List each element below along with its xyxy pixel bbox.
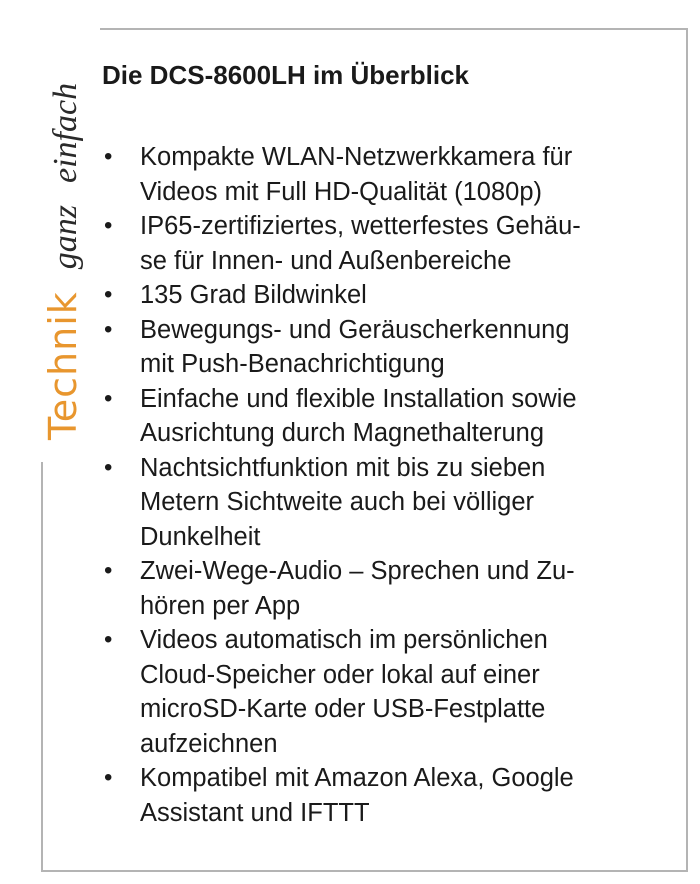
- frame-top-border: [100, 28, 688, 30]
- bullet-icon: •: [104, 315, 113, 343]
- feature-text-line: Einfache und flexible Installation sowie: [140, 384, 577, 413]
- feature-item: [104, 761, 664, 830]
- bullet-icon: •: [104, 384, 113, 412]
- side-label-einfach: einfach: [47, 82, 84, 183]
- feature-text-line: Kompatibel mit Amazon Alexa, Google: [140, 764, 574, 792]
- bullet-icon: •: [104, 626, 113, 653]
- bullet-icon: •: [104, 143, 113, 170]
- feature-text-line: se für Innen- und Außenbereiche: [140, 246, 512, 275]
- feature-text-line: Videos automatisch im persönlichen: [140, 626, 548, 654]
- frame-bottom-border: [41, 870, 688, 872]
- feature-text-line: Nachtsichtfunktion mit bis zu sieben: [140, 453, 546, 482]
- feature-text-line: aufzeichnen: [140, 729, 278, 758]
- feature-item: [104, 313, 664, 382]
- feature-text-line: Videos mit Full HD-Qualität (1080p): [140, 177, 543, 206]
- feature-text-line: Assistant und IFTTT: [140, 798, 370, 827]
- feature-text-line: Ausrichtung durch Magnethalterung: [140, 419, 545, 447]
- feature-text-line: mit Push-Benachrichtigung: [140, 350, 445, 378]
- feature-item: [104, 278, 664, 313]
- box-title: Die DCS-8600LH im Überblick: [102, 60, 470, 90]
- frame-right-border: [686, 28, 688, 872]
- feature-text-line: Zwei-Wege-Audio – Sprechen und Zu-: [140, 557, 575, 585]
- feature-list: [104, 140, 664, 830]
- feature-text-line: Dunkelheit: [140, 522, 261, 551]
- bullet-icon: •: [104, 212, 113, 239]
- bullet-icon: •: [104, 453, 113, 481]
- feature-text-line: Cloud-Speicher oder lokal auf einer: [140, 660, 540, 689]
- bullet-icon: •: [104, 557, 113, 584]
- feature-text-line: Kompakte WLAN-Netzwerkkamera für: [140, 143, 573, 171]
- feature-text-line: IP65-zertifiziertes, wetterfestes Gehäu-: [140, 212, 581, 240]
- feature-item: [104, 554, 664, 623]
- feature-text-line: microSD-Karte oder USB-Festplatte: [140, 695, 546, 723]
- feature-item: [104, 382, 664, 451]
- feature-text-line: hören per App: [140, 591, 301, 620]
- feature-item: [104, 209, 664, 278]
- side-label-technik: Technik: [41, 291, 85, 440]
- frame-left-border: [41, 462, 43, 872]
- side-label-ganz: ganz: [47, 205, 84, 270]
- bullet-icon: •: [104, 281, 113, 308]
- side-label: [41, 82, 85, 440]
- feature-item: [104, 623, 664, 761]
- feature-text-line: Metern Sichtweite auch bei völliger: [140, 488, 535, 516]
- feature-item: [104, 451, 664, 555]
- feature-item: [104, 140, 664, 209]
- feature-text-line: Bewegungs- und Geräuscherkennung: [140, 315, 570, 344]
- bullet-icon: •: [104, 764, 113, 791]
- feature-text-line: 135 Grad Bildwinkel: [140, 281, 367, 309]
